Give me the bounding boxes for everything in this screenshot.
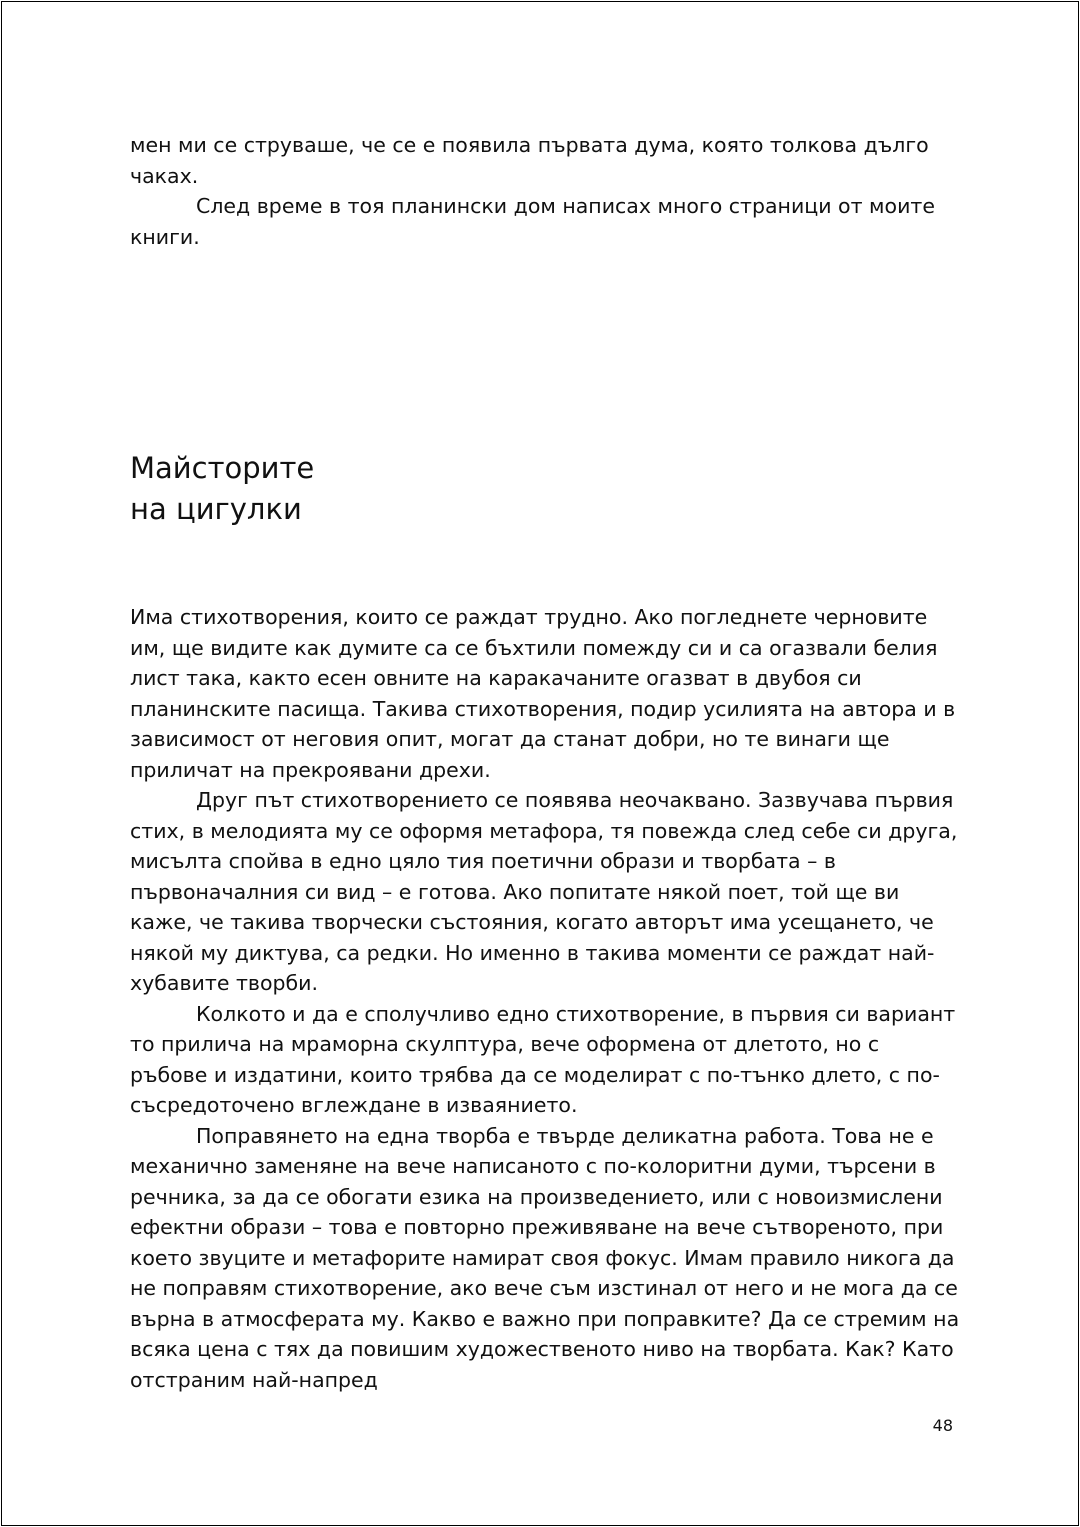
page-number: 48 <box>932 1416 953 1435</box>
paragraph: Колкото и да е сполучливо едно стихотворение, в първия си вариант то прилича на мраморна скулптура, вече оформена от длетото, но с ръбове и издатини, които трябва да се моделират с по-тънко длето, с по-съсредоточено вглеждане в изваянието. <box>130 1001 956 1117</box>
chapter-title-line-1: Майсторите <box>130 451 315 485</box>
paragraph: След време в тоя планински дом написах много страници от моите книги. <box>130 194 935 249</box>
chapter-body <box>130 602 960 1395</box>
chapter-title-line-2: на цигулки <box>130 492 302 526</box>
continued-text <box>130 130 960 252</box>
paragraph: Поправянето на една творба е твърде деликатна работа. Това не е механично заменяне на вече написаното с по-колоритни думи, търсени в речника, за да се обогати езика на произведението, или с новоизмислени ефектни образи – това е повторно преживяване на вече сътвореното, при което звуците и метафорите намират своя фокус. Имам правило никога да не поправям стихотворение, ако вече съм изстинал от него и не мога да се върна в атмосферата му. Какво е важно при поправките? Да се стремим на всяка цена с тях да повишим художественото ниво на творбата. Как? Като отстраним най-напред <box>130 1123 960 1392</box>
paragraph: Има стихотворения, които се раждат трудно. Ако погледнете черновите им, ще видите как думите са се бъхтили помежду си и са огазвали белия лист така, както есен овните на каракачаните огазват в двубоя си планинските пасища. Такива стихотворения, подир усилията на автора и в зависимост от неговия опит, могат да станат добри, но те винаги ще приличат на прекроявани дрехи. <box>130 605 956 782</box>
chapter-title <box>130 448 830 530</box>
paragraph-continued: мен ми се струваше, че се е появила първата дума, която толкова дълго чаках. <box>130 133 929 188</box>
book-page <box>1 1 1079 1526</box>
paragraph: Друг път стихотворението се появява неочаквано. Зазвучава първия стих, в мелодията му се оформя метафора, тя повежда след себе си друга, мисълта спойва в едно цяло тия поетични образи и творбата – в първоначалния си вид – е готова. Ако попитате някой поет, той ще ви каже, че такива творчески състояния, когато авторът има усещането, че някой му диктува, са редки. Но именно в такива моменти се раждат най-хубавите творби. <box>130 788 958 995</box>
